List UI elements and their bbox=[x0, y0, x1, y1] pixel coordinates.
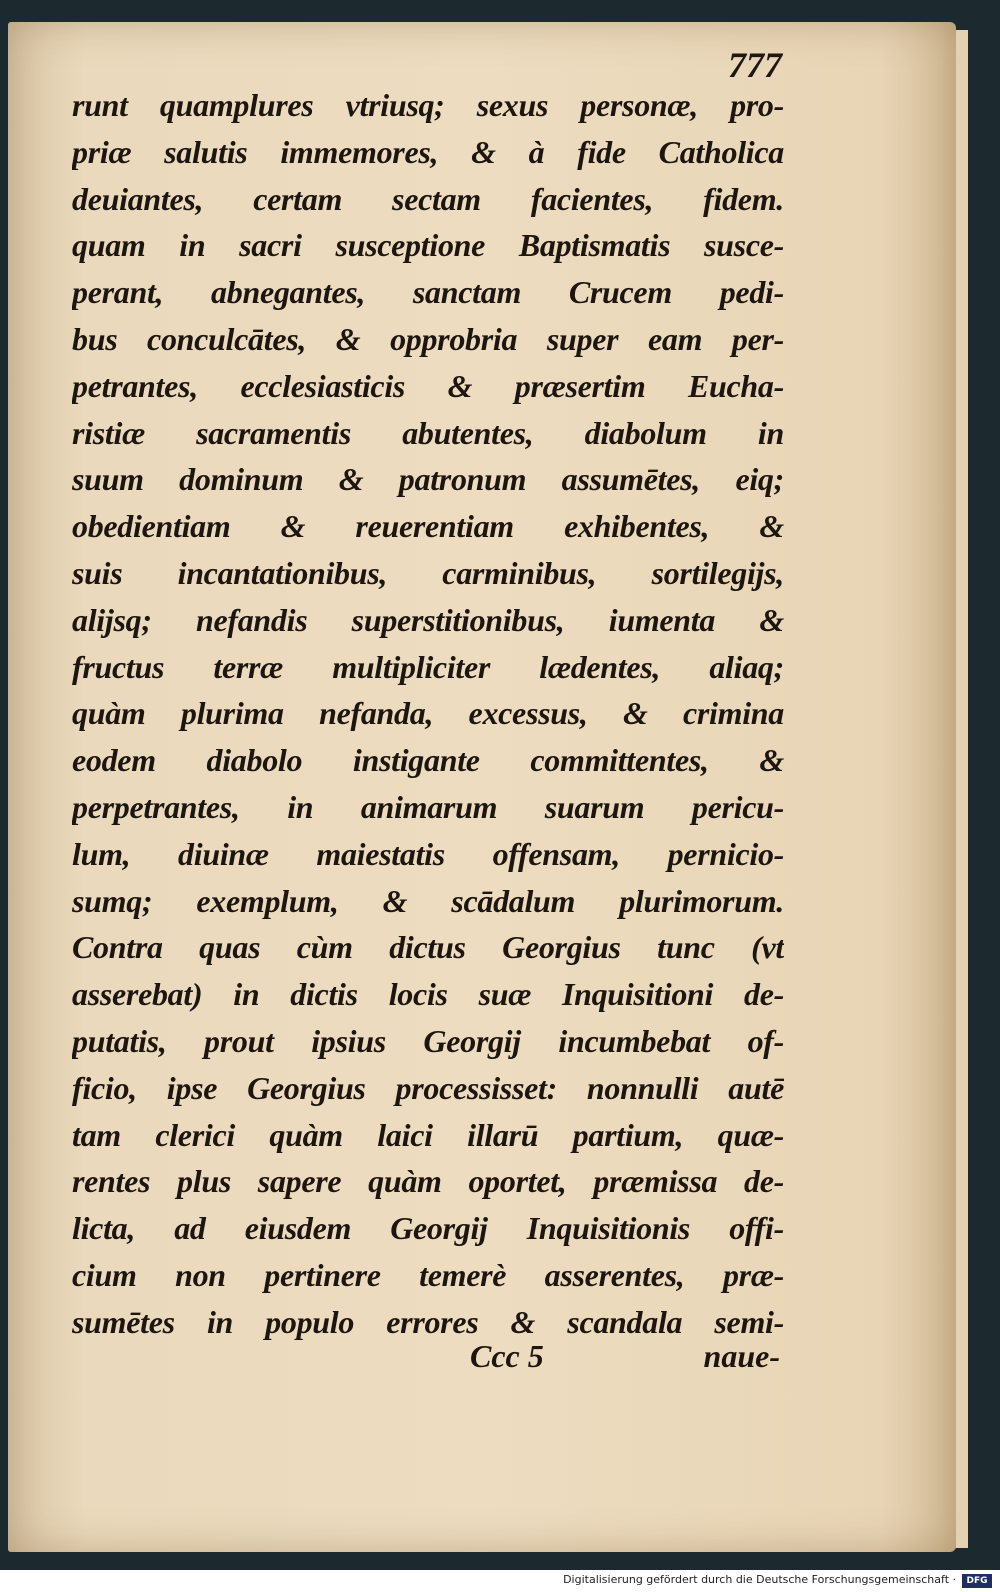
text-line: licta, ad eiusdem Georgij Inquisitionis offi- bbox=[72, 1210, 784, 1247]
text-line: asserebat) in dictis locis suæ Inquisitioni de- bbox=[72, 976, 784, 1013]
page-number: 777 bbox=[728, 45, 782, 85]
text-line: bus conculcātes, & opprobria super eam per- bbox=[72, 320, 784, 357]
page-edge bbox=[955, 30, 968, 1548]
text-line: Contra quas cùm dictus Georgius tunc (vt bbox=[72, 929, 784, 966]
text-line: suis incantationibus, carminibus, sortilegijs, bbox=[72, 554, 784, 591]
text-line: ristiæ sacramentis abutentes, diabolum in bbox=[72, 414, 784, 451]
signature-line bbox=[440, 1333, 780, 1379]
signature-mark: Ccc 5 bbox=[470, 1338, 544, 1374]
text-line: cium non pertinere temerè asserentes, præ- bbox=[72, 1256, 784, 1293]
text-line: perant, abnegantes, sanctam Crucem pedi- bbox=[72, 274, 784, 311]
text-line: quàm plurima nefanda, excessus, & crimina bbox=[72, 695, 784, 732]
text-line: rentes plus sapere quàm oportet, præmissa de- bbox=[72, 1163, 784, 1200]
text-line: alijsq; nefandis superstitionibus, iumenta & bbox=[72, 601, 784, 638]
text-line: fructus terræ multipliciter lædentes, aliaq; bbox=[72, 648, 784, 685]
text-line: quam in sacri susceptione Baptismatis susce- bbox=[72, 227, 784, 264]
dfg-logo: DFG bbox=[962, 1574, 992, 1588]
text-line: ficio, ipse Georgius processisset: nonnulli autē bbox=[72, 1069, 784, 1106]
text-line: deuiantes, certam sectam facientes, fidem. bbox=[72, 180, 784, 217]
text-line: priæ salutis immemores, & à fide Catholica bbox=[72, 133, 784, 170]
text-line: tam clerici quàm laici illarū partium, quæ- bbox=[72, 1116, 784, 1153]
funding-credit: Digitalisierung gefördert durch die Deutsche Forschungsgemeinschaft · bbox=[563, 1573, 956, 1586]
text-line: obedientiam & reuerentiam exhibentes, & bbox=[72, 508, 784, 545]
text-line: lum, diuinæ maiestatis offensam, pernicio- bbox=[72, 835, 784, 872]
text-line: petrantes, ecclesiasticis & præsertim Eucha- bbox=[72, 367, 784, 404]
text-line: suum dominum & patronum assumētes, eiq; bbox=[72, 461, 784, 498]
text-line: sumq; exemplum, & scādalum plurimorum. bbox=[72, 882, 784, 919]
text-line: eodem diabolo instigante committentes, & bbox=[72, 742, 784, 779]
text-line: sumētes in populo errores & scandala semi- bbox=[72, 1303, 784, 1340]
text-line: perpetrantes, in animarum suarum pericu- bbox=[72, 788, 784, 825]
text-block bbox=[72, 82, 784, 1346]
catchword: naue- bbox=[703, 1338, 780, 1374]
text-line: putatis, prout ipsius Georgij incumbebat of- bbox=[72, 1022, 784, 1059]
text-line: runt quamplures vtriusq; sexus personæ, pro- bbox=[72, 87, 784, 123]
